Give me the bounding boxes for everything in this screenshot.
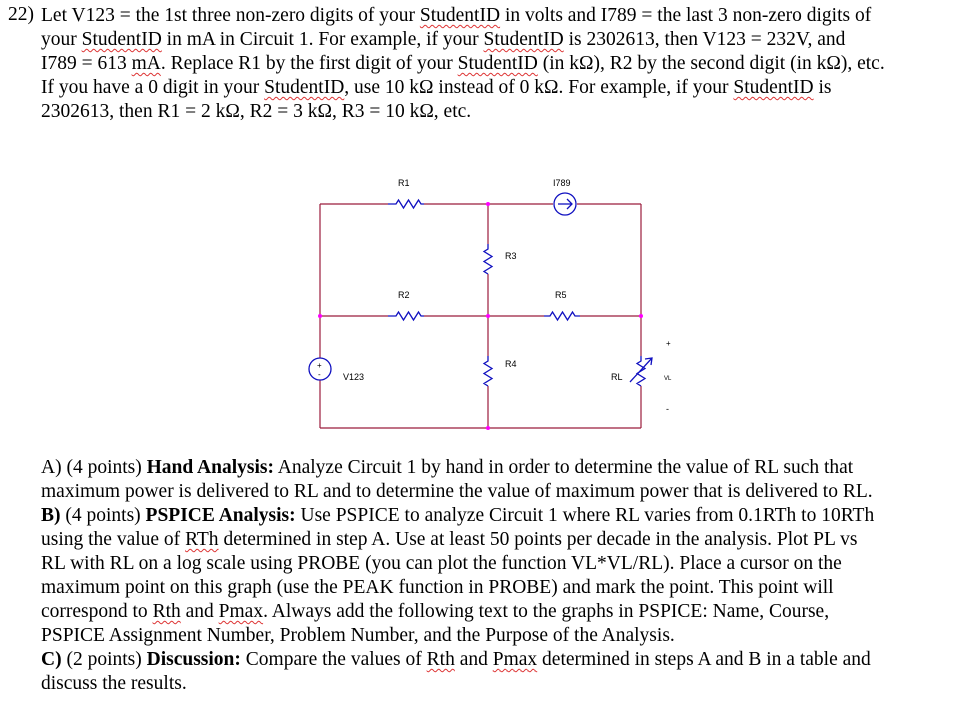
components — [309, 193, 652, 386]
node-dot — [486, 314, 490, 318]
part-b-line-2: using the value of RTh determined in step A. Use at least 50 points per decade in the analysis. Plot PL vs — [41, 529, 858, 550]
label-r5: R5 — [555, 290, 567, 300]
label-v123: V123 — [343, 372, 365, 382]
part-a-line-2: maximum power is delivered to RL and to determine the value of maximum power that is delivered to RL. — [41, 481, 873, 502]
part-b-line-6: PSPICE Assignment Number, Problem Number, and the Purpose of the Analysis. — [41, 625, 675, 646]
resistor-r1 — [388, 200, 424, 208]
label-vl-plus: + — [666, 339, 671, 348]
label-r3: R3 — [505, 251, 517, 261]
part-a-line-1: A) (4 points) Hand Analysis: Analyze Circuit 1 by hand in order to determine the value of RL such that — [41, 457, 854, 478]
resistor-r4 — [484, 356, 492, 386]
part-b-line-4: maximum point on this graph (use the PEAK function in PROBE) and mark the point. This point will — [41, 577, 834, 598]
intro-line-5: 2302613, then R1 = 2 kΩ, R2 = 3 kΩ, R3 = 10 kΩ, etc. — [41, 101, 472, 122]
label-vl: VL — [664, 376, 672, 382]
source-plus-sign: + — [317, 361, 322, 370]
resistor-r3 — [484, 244, 492, 274]
source-minus-sign: - — [318, 370, 321, 379]
intro-line-3: I789 = 613 mA. Replace R1 by the first digit of your StudentID (in kΩ), R2 by the second digit (in kΩ), etc. — [41, 53, 885, 74]
labels — [317, 178, 672, 414]
intro-line-4: If you have a 0 digit in your StudentID, use 10 kΩ instead of 0 kΩ. For example, if your StudentID is — [41, 77, 832, 98]
intro-line-1: Let V123 = the 1st three non-zero digits of your StudentID in volts and I789 = the last 3 non-zero digits of — [41, 5, 872, 26]
label-vl-minus: - — [666, 404, 669, 414]
node-dot — [318, 314, 322, 318]
node-dot — [486, 202, 490, 206]
part-c-line-2: discuss the results. — [41, 673, 187, 694]
part-b-line-5: correspond to Rth and Pmax. Always add the following text to the graphs in PSPICE: Name, Course, — [41, 601, 830, 622]
intro-line-2: your StudentID in mA in Circuit 1. For example, if your StudentID is 2302613, then V123 = 232V, and — [41, 29, 846, 50]
resistor-r5 — [544, 312, 580, 320]
resistor-r2 — [388, 312, 424, 320]
node-dot — [639, 314, 643, 318]
label-rl: RL — [611, 372, 623, 382]
label-i789: I789 — [553, 178, 571, 188]
question-number: 22) — [8, 4, 34, 25]
label-r4: R4 — [505, 359, 517, 369]
label-r1: R1 — [398, 178, 410, 188]
part-c-line-1: C) (2 points) Discussion: Compare the values of Rth and Pmax determined in steps A and B in a table and — [41, 649, 871, 670]
wires — [320, 204, 641, 428]
part-b-line-3: RL with RL on a log scale using PROBE (you can plot the function VL*VL/RL). Place a cursor on the — [41, 553, 842, 574]
label-r2: R2 — [398, 290, 410, 300]
node-dot — [486, 426, 490, 430]
resistor-rl — [637, 356, 645, 386]
part-b-line-1: B) (4 points) PSPICE Analysis: Use PSPICE to analyze Circuit 1 where RL varies from 0.1RTh to 10RTh — [41, 505, 875, 526]
